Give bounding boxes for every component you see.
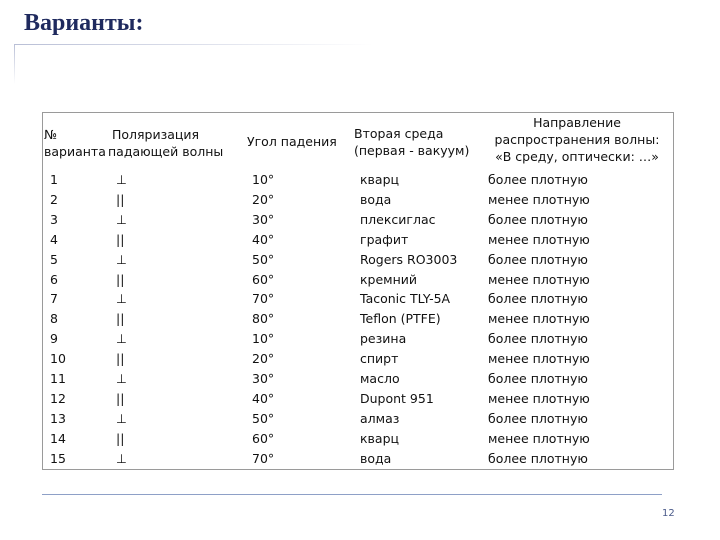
cell-polarization: ⊥ <box>116 291 127 307</box>
cell-number: 10 <box>50 351 66 367</box>
cell-medium: кварц <box>360 430 400 446</box>
cell-direction: менее плотную <box>488 191 590 207</box>
header-angle: Угол падения <box>247 134 337 149</box>
cell-medium: вода <box>360 191 392 207</box>
cell-number: 2 <box>50 191 58 207</box>
cell-angle: 20° <box>252 191 275 207</box>
header-polarization <box>108 126 223 160</box>
header-medium-line1: Вторая среда <box>354 126 444 141</box>
cell-angle: 40° <box>252 231 275 247</box>
footer-divider <box>42 494 662 495</box>
cell-polarization: || <box>116 231 125 247</box>
cell-number: 15 <box>50 450 66 466</box>
header-number <box>44 126 106 160</box>
cell-number: 7 <box>50 291 58 307</box>
header-direction <box>484 114 670 165</box>
cell-number: 9 <box>50 331 58 347</box>
cell-number: 5 <box>50 251 58 267</box>
cell-direction: более плотную <box>488 251 588 267</box>
title-underline <box>14 44 374 45</box>
cell-direction: более плотную <box>488 450 588 466</box>
header-number-line2: варианта <box>44 144 106 159</box>
cell-angle: 80° <box>252 311 275 327</box>
cell-number: 14 <box>50 430 66 446</box>
cell-polarization: || <box>116 351 125 367</box>
cell-medium: масло <box>360 371 400 386</box>
cell-direction: менее плотную <box>488 231 590 247</box>
cell-angle: 30° <box>252 211 275 227</box>
cell-polarization: ⊥ <box>116 172 127 187</box>
cell-direction: более плотную <box>488 211 588 227</box>
cell-polarization: || <box>116 430 125 446</box>
cell-direction: менее плотную <box>488 390 590 406</box>
cell-angle: 60° <box>252 271 275 287</box>
cell-direction: менее плотную <box>488 351 590 367</box>
cell-angle: 30° <box>252 371 275 386</box>
cell-direction: менее плотную <box>488 311 590 327</box>
cell-polarization: ⊥ <box>116 251 127 267</box>
cell-angle: 10° <box>252 331 275 347</box>
cell-direction: более плотную <box>488 410 588 426</box>
cell-number: 1 <box>50 172 58 187</box>
cell-medium: графит <box>360 231 409 247</box>
cell-polarization: || <box>116 191 125 207</box>
cell-medium: резина <box>360 331 407 347</box>
header-polarization-line1: Поляризация <box>112 127 200 142</box>
cell-polarization: ⊥ <box>116 410 127 426</box>
cell-direction: более плотную <box>488 172 588 187</box>
cell-direction: более плотную <box>488 331 588 347</box>
cell-number: 3 <box>50 211 58 227</box>
cell-medium: Taconic TLY-5A <box>360 291 451 307</box>
cell-polarization: || <box>116 311 125 327</box>
cell-number: 4 <box>50 231 58 247</box>
cell-angle: 70° <box>252 450 275 466</box>
cell-direction: менее плотную <box>488 271 590 287</box>
cell-number: 6 <box>50 271 58 287</box>
cell-medium: Rogers RO3003 <box>360 251 458 267</box>
cell-polarization: ⊥ <box>116 211 127 227</box>
cell-number: 12 <box>50 390 66 406</box>
cell-polarization: || <box>116 271 125 287</box>
cell-polarization: ⊥ <box>116 450 127 466</box>
header-number-line1: № <box>44 127 58 142</box>
cell-angle: 70° <box>252 291 275 307</box>
cell-direction: более плотную <box>488 371 588 386</box>
header-medium <box>354 125 469 159</box>
header-direction-line2: распространения волны: <box>494 132 660 147</box>
header-direction-line3: «В среду, оптически: …» <box>495 149 659 164</box>
cell-medium: вода <box>360 450 392 466</box>
cell-angle: 40° <box>252 390 275 406</box>
page-number: 12 <box>662 508 675 519</box>
header-direction-line1: Направление <box>533 115 621 130</box>
cell-medium: плексиглас <box>360 211 436 227</box>
cell-medium: Dupont 951 <box>360 390 434 406</box>
cell-direction: менее плотную <box>488 430 590 446</box>
cell-angle: 50° <box>252 410 275 426</box>
cell-medium: кварц <box>360 172 400 187</box>
cell-number: 13 <box>50 410 66 426</box>
cell-medium: кремний <box>360 271 418 287</box>
page-title: Варианты: <box>24 10 144 36</box>
cell-number: 11 <box>50 371 66 386</box>
cell-medium: алмаз <box>360 410 400 426</box>
title-side-rule <box>14 44 15 84</box>
cell-angle: 50° <box>252 251 275 267</box>
cell-angle: 10° <box>252 172 275 187</box>
cell-polarization: || <box>116 390 125 406</box>
cell-medium: Teflon (PTFE) <box>360 311 441 327</box>
cell-direction: более плотную <box>488 291 588 307</box>
cell-polarization: ⊥ <box>116 331 127 347</box>
cell-angle: 60° <box>252 430 275 446</box>
header-medium-line2: (первая - вакуум) <box>354 143 470 158</box>
cell-medium: спирт <box>360 351 399 367</box>
header-polarization-line2: падающей волны <box>108 144 224 159</box>
cell-number: 8 <box>50 311 58 327</box>
cell-angle: 20° <box>252 351 275 367</box>
cell-polarization: ⊥ <box>116 371 127 386</box>
